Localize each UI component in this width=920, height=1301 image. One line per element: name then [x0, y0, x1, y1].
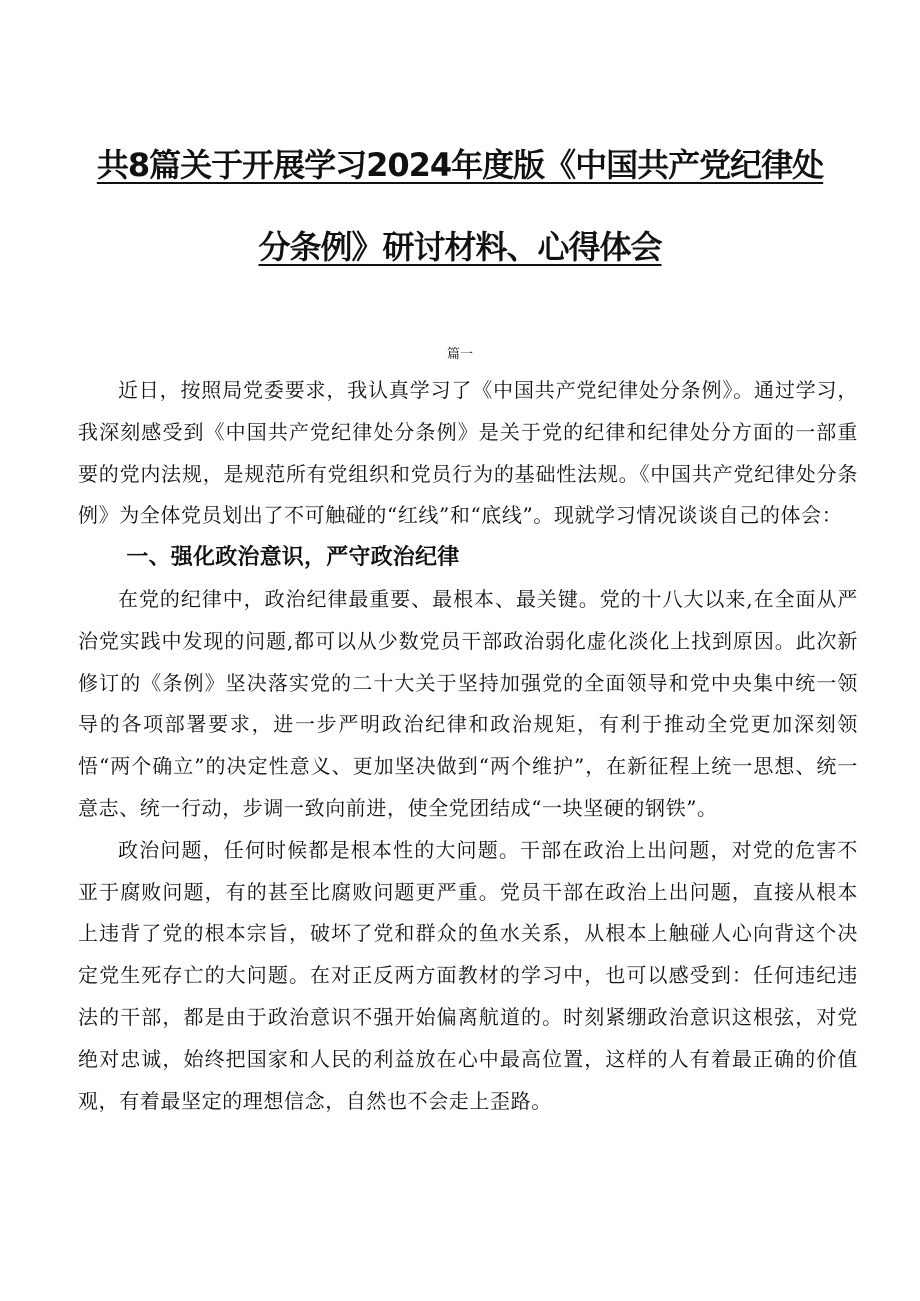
document-title-line-1: 共8篇关于开展学习2024年度版《中国共产党纪律处 — [96, 146, 824, 184]
document-title-line-2: 分条例》研讨材料、心得体会 — [258, 228, 662, 266]
document-body — [78, 370, 858, 1122]
section-tag: 篇一 — [446, 347, 473, 362]
body-paragraph-1: 在党的纪律中，政治纪律最重要、最根本、最关键。党的十八大以来,在全面从严治党实践中发现的问题,都可以从少数党员干部政治弱化虚化淡化上找到原因。此次新修订的《条例》坚决落实党的二十大关于坚持加强党的全面领导和党中央集中统一领导的各项部署要求，进一步严明政治纪律和政治规矩，有利于推动全党更加深刻领悟“两个确立”的决定性意义、更加坚决做到“两个维护”，在新征程上统一思想、统一意志、统一行动，步调一致向前进，使全党团结成“一块坚硬的钢铁”。 — [78, 586, 858, 820]
section-heading-1: 一、强化政治意识，严守政治纪律 — [126, 545, 460, 571]
intro-paragraph: 近日，按照局党委要求，我认真学习了《中国共产党纪律处分条例》。通过学习，我深刻感受到《中国共产党纪律处分条例》是关于党的纪律和纪律处分方面的一部重要的党内法规，是规范所有党组织和党员行为的基础性法规。《中国共产党纪律处分条例》为全体党员划出了不可触碰的“红线”和“底线”。现就学习情况谈谈自己的体会： — [78, 378, 858, 528]
body-paragraph-2: 政治问题，任何时候都是根本性的大问题。干部在政治上出问题，对党的危害不亚于腐败问题，有的甚至比腐败问题更严重。党员干部在政治上出问题，直接从根本上违背了党的根本宗旨，破坏了党和群众的鱼水关系，从根本上触碰人心向背这个决定党生死存亡的大问题。在对正反两方面教材的学习中，也可以感受到：任何违纪违法的干部，都是由于政治意识不强开始偏离航道的。时刻紧绷政治意识这根弦，对党绝对忠诚，始终把国家和人民的利益放在心中最高位置，这样的人有着最正确的价值观，有着最坚定的理想信念，自然也不会走上歪路。 — [78, 837, 858, 1113]
